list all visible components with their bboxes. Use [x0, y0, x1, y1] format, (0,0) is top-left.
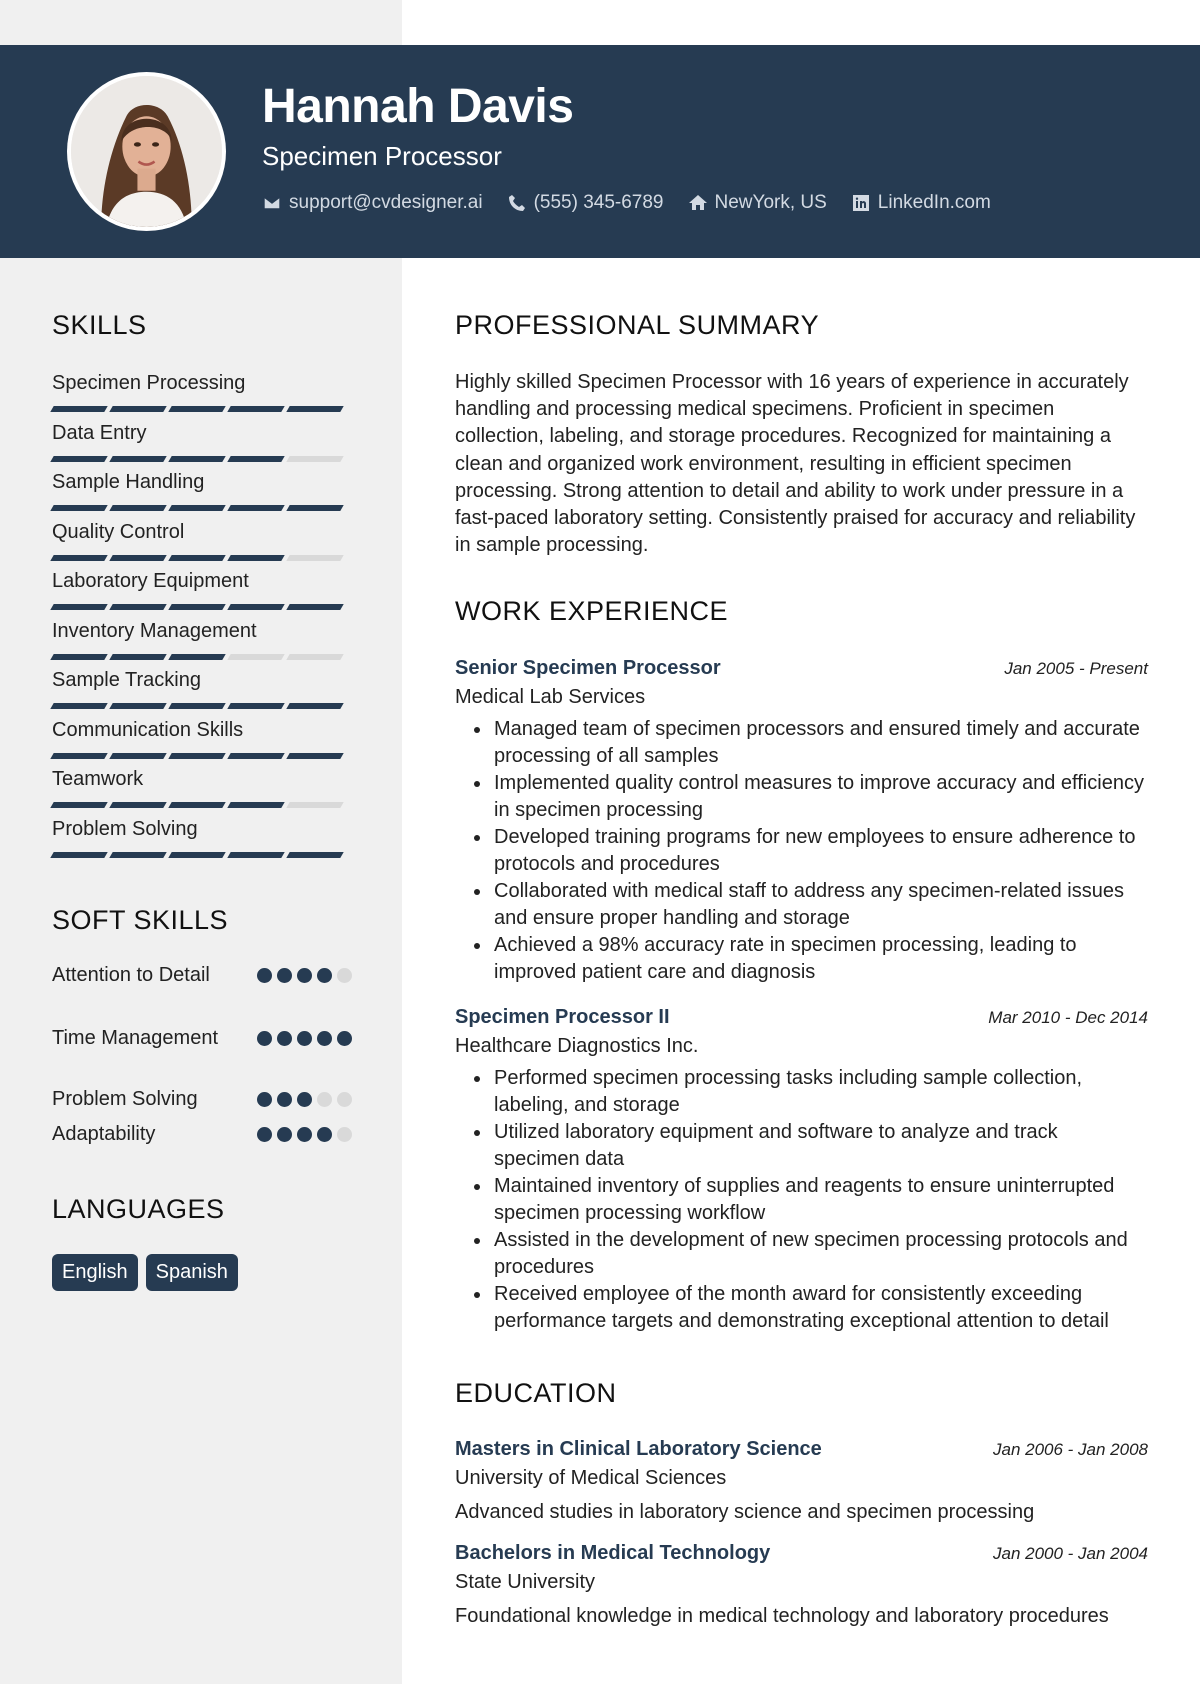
rating-dot-filled	[337, 1031, 352, 1046]
skill-name: Data Entry	[52, 421, 147, 444]
job-date: Mar 2010 - Dec 2014	[988, 1008, 1148, 1027]
summary-text: Highly skilled Specimen Processor with 16 years of experience in accurately handling and processing medical specimens. Proficient in specimen collection, labeling, and storage procedures. Recognized for maintaining a clean and organized work environment, resulting in efficient specimen processing. Strong attention to detail and ability to work under pressure in a fast-paced laboratory setting. Consistently praised for accuracy and reliability in sample processing.	[455, 371, 1136, 557]
skill-row	[52, 815, 352, 865]
contact-location	[688, 192, 827, 214]
skill-segment-filled	[286, 406, 343, 412]
skill-segment-filled	[286, 852, 343, 858]
job-header	[455, 657, 1148, 680]
skill-level-bar	[52, 604, 352, 610]
education-entry	[455, 1542, 1148, 1629]
skill-segment-empty	[286, 456, 343, 462]
skill-segment-filled	[50, 802, 107, 808]
skill-segment-filled	[109, 753, 166, 759]
soft-skill-row	[52, 1086, 352, 1121]
skill-segment-empty	[286, 802, 343, 808]
skill-segment-filled	[227, 406, 284, 412]
soft-skill-row	[52, 962, 352, 1025]
candidate-name: Hannah Davis	[262, 80, 574, 133]
skill-name: Quality Control	[52, 520, 185, 543]
skill-segment-filled	[168, 604, 225, 610]
skill-name: Specimen Processing	[52, 372, 246, 394]
education-school: University of Medical Sciences	[455, 1467, 727, 1489]
job-company: Medical Lab Services	[455, 686, 646, 708]
skill-segment-filled	[286, 505, 343, 511]
rating-dot-filled	[277, 1092, 292, 1107]
skill-level-bar	[52, 505, 352, 511]
skill-level-bar	[52, 703, 352, 709]
skill-segment-filled	[168, 703, 225, 709]
rating-dot-empty	[317, 1092, 332, 1107]
skill-segment-empty	[286, 654, 343, 660]
skill-name: Teamwork	[52, 768, 144, 790]
job-entry	[455, 1006, 1148, 1335]
rating-dot-empty	[337, 968, 352, 983]
skill-name: Problem Solving	[52, 817, 198, 840]
skill-segment-filled	[109, 406, 166, 412]
contact-location-text: NewYork, US	[714, 192, 827, 213]
skill-level-bar	[52, 555, 352, 561]
rating-dot-filled	[277, 1127, 292, 1142]
soft-skill-rating	[252, 968, 352, 983]
job-header	[455, 1006, 1148, 1029]
skill-segment-filled	[50, 654, 107, 660]
skill-segment-filled	[286, 703, 343, 709]
skill-segment-filled	[168, 753, 225, 759]
experience-heading: WORK EXPERIENCE	[455, 596, 729, 626]
education-heading: EDUCATION	[455, 1378, 617, 1408]
skill-segment-filled	[109, 555, 166, 561]
rating-dot-filled	[297, 1127, 312, 1142]
education-description: Advanced studies in laboratory science and specimen processing	[455, 1501, 1035, 1523]
languages-list	[52, 1254, 246, 1291]
skill-level-bar	[52, 852, 352, 858]
soft-skill-name: Problem Solving	[52, 1088, 198, 1110]
education-header	[455, 1542, 1148, 1565]
rating-dot-filled	[317, 1127, 332, 1142]
skill-segment-filled	[286, 753, 343, 759]
portrait-illustration	[71, 76, 222, 227]
skill-segment-filled	[50, 406, 107, 412]
phone-icon	[507, 193, 527, 213]
skill-segment-filled	[168, 852, 225, 858]
skill-segment-filled	[168, 555, 225, 561]
contact-phone-text: (555) 345-6789	[533, 192, 664, 213]
skill-row	[52, 765, 352, 815]
skill-segment-filled	[109, 802, 166, 808]
job-bullet: • Managed team of specimen processors and ensured timely and accurate processing of all samples	[492, 716, 1148, 770]
skill-level-bar	[52, 456, 352, 462]
language-badge: Spanish	[146, 1254, 238, 1291]
education-entry	[455, 1438, 1148, 1525]
skill-segment-filled	[227, 456, 284, 462]
contact-linkedin[interactable]	[851, 192, 991, 214]
languages-heading: LANGUAGES	[52, 1194, 225, 1224]
education-date: Jan 2006 - Jan 2008	[992, 1440, 1148, 1459]
soft-skill-name: Time Management	[52, 1027, 218, 1049]
soft-skill-rating	[252, 1092, 352, 1107]
skill-row	[52, 419, 352, 469]
skill-segment-filled	[286, 604, 343, 610]
soft-skill-row	[52, 1025, 352, 1086]
job-role: Senior Specimen Processor	[455, 657, 721, 679]
skill-segment-filled	[50, 852, 107, 858]
skill-segment-filled	[227, 753, 284, 759]
job-bullet: • Collaborated with medical staff to address any specimen-related issues and ensure proper handling and storage	[492, 878, 1148, 932]
rating-dot-empty	[337, 1092, 352, 1107]
skill-level-bar	[52, 654, 352, 660]
contact-linkedin-text: LinkedIn.com	[877, 192, 991, 213]
job-bullet: • Maintained inventory of supplies and reagents to ensure uninterrupted specimen processing workflow	[492, 1173, 1148, 1227]
candidate-title: Specimen Processor	[262, 141, 502, 171]
skill-level-bar	[52, 406, 352, 412]
rating-dot-filled	[257, 1092, 272, 1107]
skill-level-bar	[52, 802, 352, 808]
education-school: State University	[455, 1571, 596, 1593]
soft-skill-rating	[252, 1127, 352, 1142]
job-bullet: • Achieved a 98% accuracy rate in specimen processing, leading to improved patient care and diagnosis	[492, 932, 1148, 986]
job-role: Specimen Processor II	[455, 1006, 670, 1028]
soft-skills-list	[52, 962, 352, 1156]
job-bullet: • Utilized laboratory equipment and software to analyze and track specimen data	[492, 1119, 1148, 1173]
rating-dot-filled	[297, 968, 312, 983]
rating-dot-filled	[277, 968, 292, 983]
skill-row	[52, 369, 352, 419]
skill-name: Sample Tracking	[52, 669, 201, 691]
soft-skill-name: Attention to Detail	[52, 964, 210, 986]
skill-segment-filled	[227, 505, 284, 511]
skill-segment-filled	[50, 505, 107, 511]
soft-skill-rating	[252, 1031, 352, 1046]
skill-segment-filled	[50, 753, 107, 759]
job-entry	[455, 657, 1148, 986]
summary-heading: PROFESSIONAL SUMMARY	[455, 310, 820, 340]
skill-level-bar	[52, 753, 352, 759]
skill-segment-filled	[109, 604, 166, 610]
skill-segment-filled	[50, 456, 107, 462]
job-date: Jan 2005 - Present	[1004, 659, 1148, 678]
rating-dot-filled	[257, 968, 272, 983]
skill-segment-filled	[109, 456, 166, 462]
job-bullet: • Received employee of the month award for consistently exceeding performance targets and demonstrating exceptional attention to detail	[492, 1281, 1148, 1335]
job-bullet: • Assisted in the development of new specimen processing protocols and procedures	[492, 1227, 1148, 1281]
skill-segment-filled	[168, 505, 225, 511]
skill-row	[52, 468, 352, 518]
home-icon	[688, 193, 708, 213]
skill-segment-filled	[168, 802, 225, 808]
skills-list	[52, 369, 352, 864]
skill-segment-filled	[50, 703, 107, 709]
skill-name: Inventory Management	[52, 619, 257, 642]
job-bullet: • Performed specimen processing tasks including sample collection, labeling, and storage	[492, 1065, 1148, 1119]
skill-segment-filled	[168, 406, 225, 412]
job-bullets	[492, 1065, 1148, 1335]
soft-skills-heading: SOFT SKILLS	[52, 905, 229, 935]
skill-segment-filled	[109, 654, 166, 660]
rating-dot-filled	[317, 1031, 332, 1046]
skill-row	[52, 567, 352, 617]
rating-dot-filled	[297, 1031, 312, 1046]
skill-segment-filled	[109, 703, 166, 709]
skill-segment-empty	[227, 654, 284, 660]
skill-segment-filled	[227, 604, 284, 610]
soft-skill-row	[52, 1121, 352, 1156]
linkedin-icon	[851, 193, 871, 213]
skill-segment-filled	[227, 555, 284, 561]
rating-dot-filled	[257, 1031, 272, 1046]
profile-photo	[67, 72, 226, 231]
skill-segment-filled	[109, 852, 166, 858]
skill-segment-filled	[50, 555, 107, 561]
rating-dot-empty	[337, 1127, 352, 1142]
education-date: Jan 2000 - Jan 2004	[992, 1544, 1148, 1563]
skill-row	[52, 716, 352, 766]
education-degree: Bachelors in Medical Technology	[455, 1542, 771, 1564]
job-bullet: • Developed training programs for new employees to ensure adherence to protocols and procedures	[492, 824, 1148, 878]
skill-name: Laboratory Equipment	[52, 570, 249, 592]
header-banner	[0, 45, 1200, 258]
skill-segment-empty	[286, 555, 343, 561]
contact-email[interactable]	[262, 192, 483, 214]
soft-skill-name: Adaptability	[52, 1123, 156, 1145]
skill-segment-filled	[227, 802, 284, 808]
rating-dot-filled	[317, 968, 332, 983]
skill-row	[52, 518, 352, 568]
contact-phone[interactable]	[507, 192, 664, 214]
job-company: Healthcare Diagnostics Inc.	[455, 1035, 699, 1057]
education-description: Foundational knowledge in medical technology and laboratory procedures	[455, 1605, 1109, 1627]
education-degree: Masters in Clinical Laboratory Science	[455, 1438, 822, 1460]
skill-segment-filled	[227, 703, 284, 709]
skills-heading: SKILLS	[52, 310, 147, 340]
job-bullets	[492, 716, 1148, 986]
skill-name: Sample Handling	[52, 471, 205, 493]
envelope-icon	[262, 193, 282, 213]
language-badge: English	[52, 1254, 138, 1291]
contact-email-text: support@cvdesigner.ai	[289, 192, 483, 213]
rating-dot-filled	[257, 1127, 272, 1142]
education-header	[455, 1438, 1148, 1461]
skill-name: Communication Skills	[52, 718, 244, 741]
skill-segment-filled	[227, 852, 284, 858]
skill-segment-filled	[168, 456, 225, 462]
skill-segment-filled	[109, 505, 166, 511]
skill-row	[52, 666, 352, 716]
contact-bar	[262, 192, 1015, 214]
skill-row	[52, 617, 352, 667]
job-bullet: • Implemented quality control measures to improve accuracy and efficiency in specimen processing	[492, 770, 1148, 824]
skill-segment-filled	[168, 654, 225, 660]
rating-dot-filled	[297, 1092, 312, 1107]
rating-dot-filled	[277, 1031, 292, 1046]
skill-segment-filled	[50, 604, 107, 610]
